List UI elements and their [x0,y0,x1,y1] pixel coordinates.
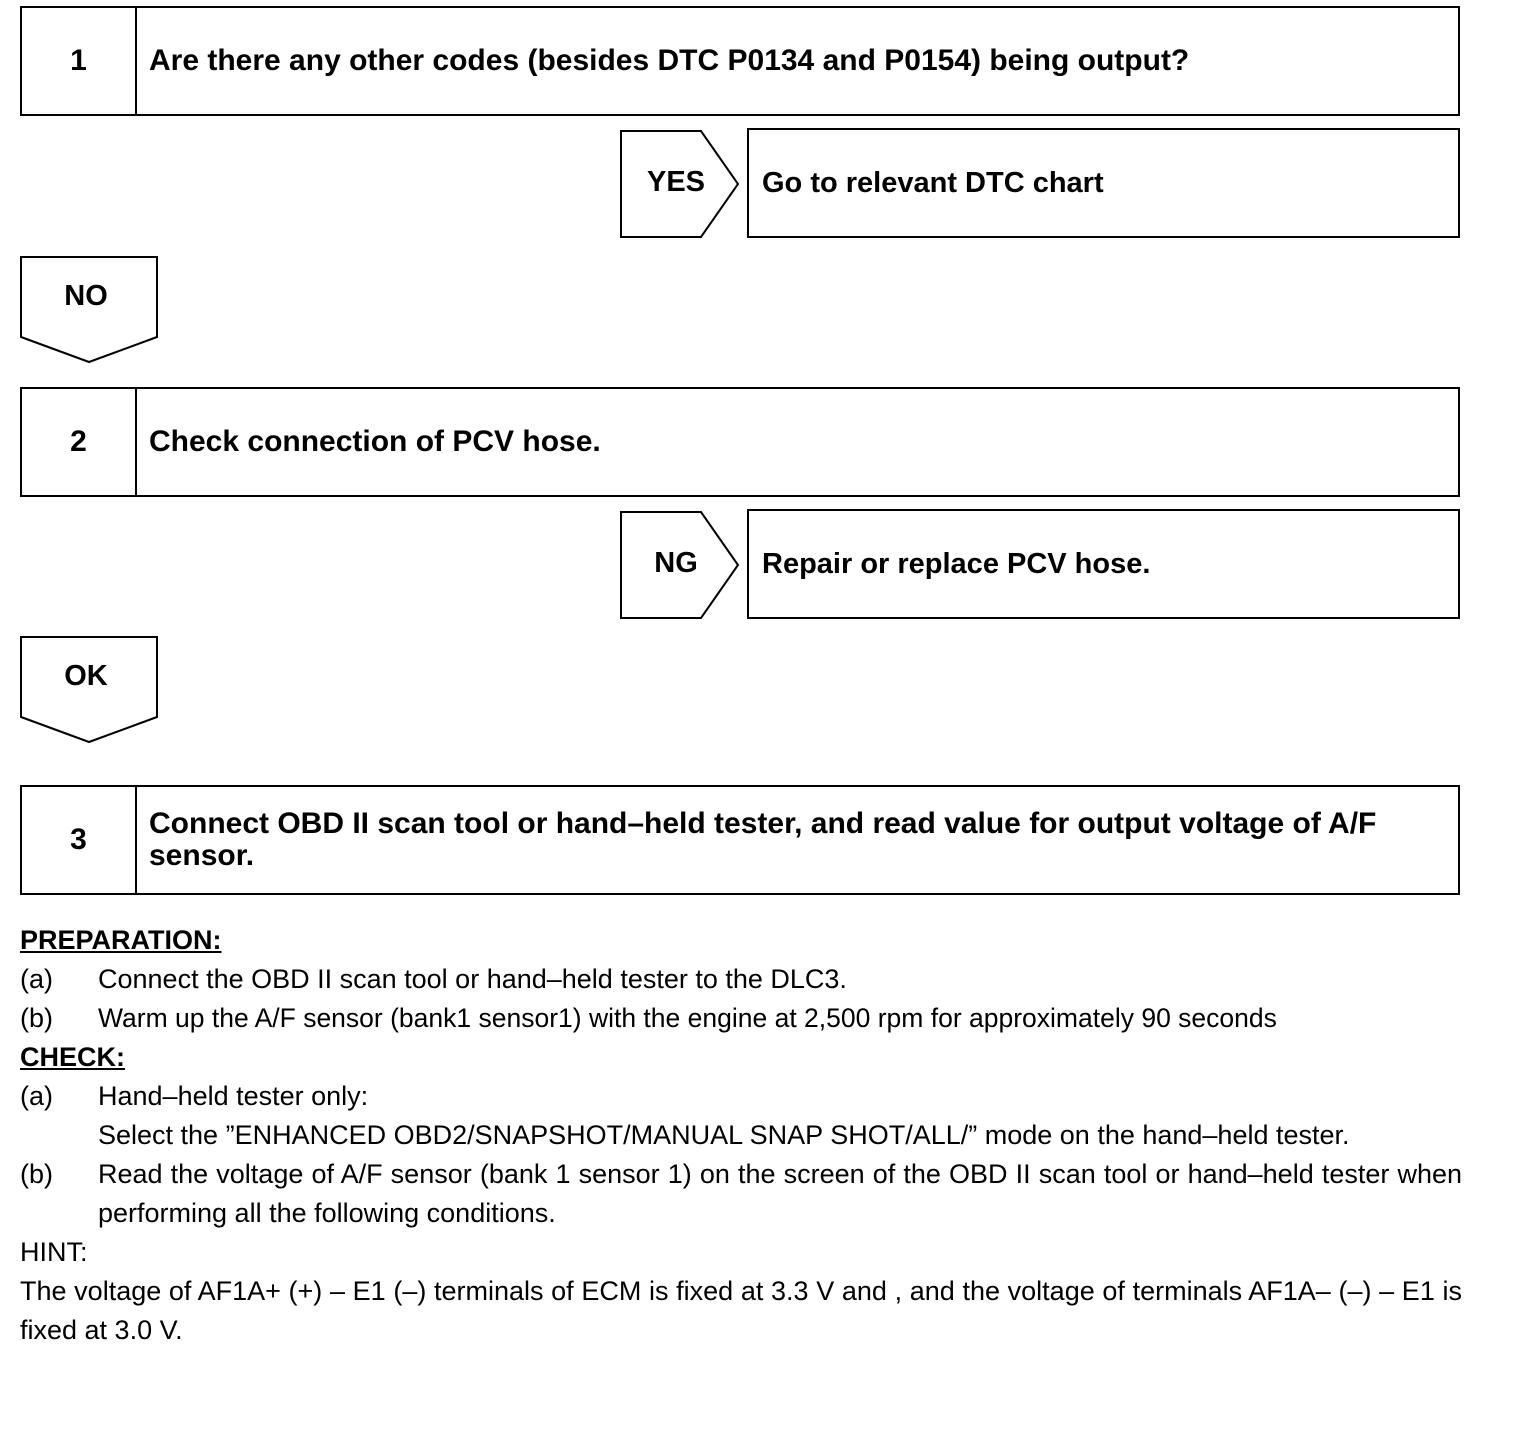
instructions-section [20,921,1462,1350]
check-heading: CHECK: [20,1042,125,1072]
hint-text: The voltage of AF1A+ (+) – E1 (–) terminals of ECM is fixed at 3.3 V and , and the voltage of terminals AF1A– (–) – E1 is fixed at 3.0 V. [20,1276,1462,1345]
item-letter: (b) [20,1003,53,1033]
preparation-item [20,999,1462,1038]
item-text: Hand–held tester only: [98,1081,369,1111]
check-item [20,1155,1462,1233]
step-title: Are there any other codes (besides DTC P0134 and P0154) being output? [149,44,1190,77]
preparation-item [20,960,1462,999]
step-2-box [20,387,1460,497]
yes-label: YES [646,166,706,198]
preparation-heading: PREPARATION: [20,925,222,955]
step-3-box [20,785,1460,895]
item-letter: (b) [20,1159,53,1189]
item-letter: (a) [20,964,53,994]
ok-label: OK [64,660,108,692]
hint-label: HINT: [20,1237,88,1267]
step-number: 3 [22,787,137,893]
step-number: 2 [22,389,137,495]
item-text: Read the voltage of A/F sensor (bank 1 sensor 1) on the screen of the OBD II scan tool or hand–held tester when performing all the following conditions. [98,1159,1462,1228]
item-text: Connect the OBD II scan tool or hand–held tester to the DLC3. [98,964,847,994]
step-title: Check connection of PCV hose. [149,425,601,458]
step-number: 1 [22,8,137,114]
ng-label: NG [654,547,698,579]
step-1-box [20,6,1460,116]
step-title: Connect OBD II scan tool or hand–held tester, and read value for output voltage of A/F sensor. [149,807,1377,872]
check-item [20,1077,1462,1155]
item-letter: (a) [20,1081,53,1111]
ng-result-box: Repair or replace PCV hose. [747,509,1460,619]
item-text: Warm up the A/F sensor (bank1 sensor1) with the engine at 2,500 rpm for approximately 90 seconds [98,1003,1277,1033]
no-label: NO [64,280,108,312]
yes-result-box: Go to relevant DTC chart [747,128,1460,238]
item-text: Select the ”ENHANCED OBD2/SNAPSHOT/MANUAL SNAP SHOT/ALL/” mode on the hand–held tester. [98,1120,1350,1150]
